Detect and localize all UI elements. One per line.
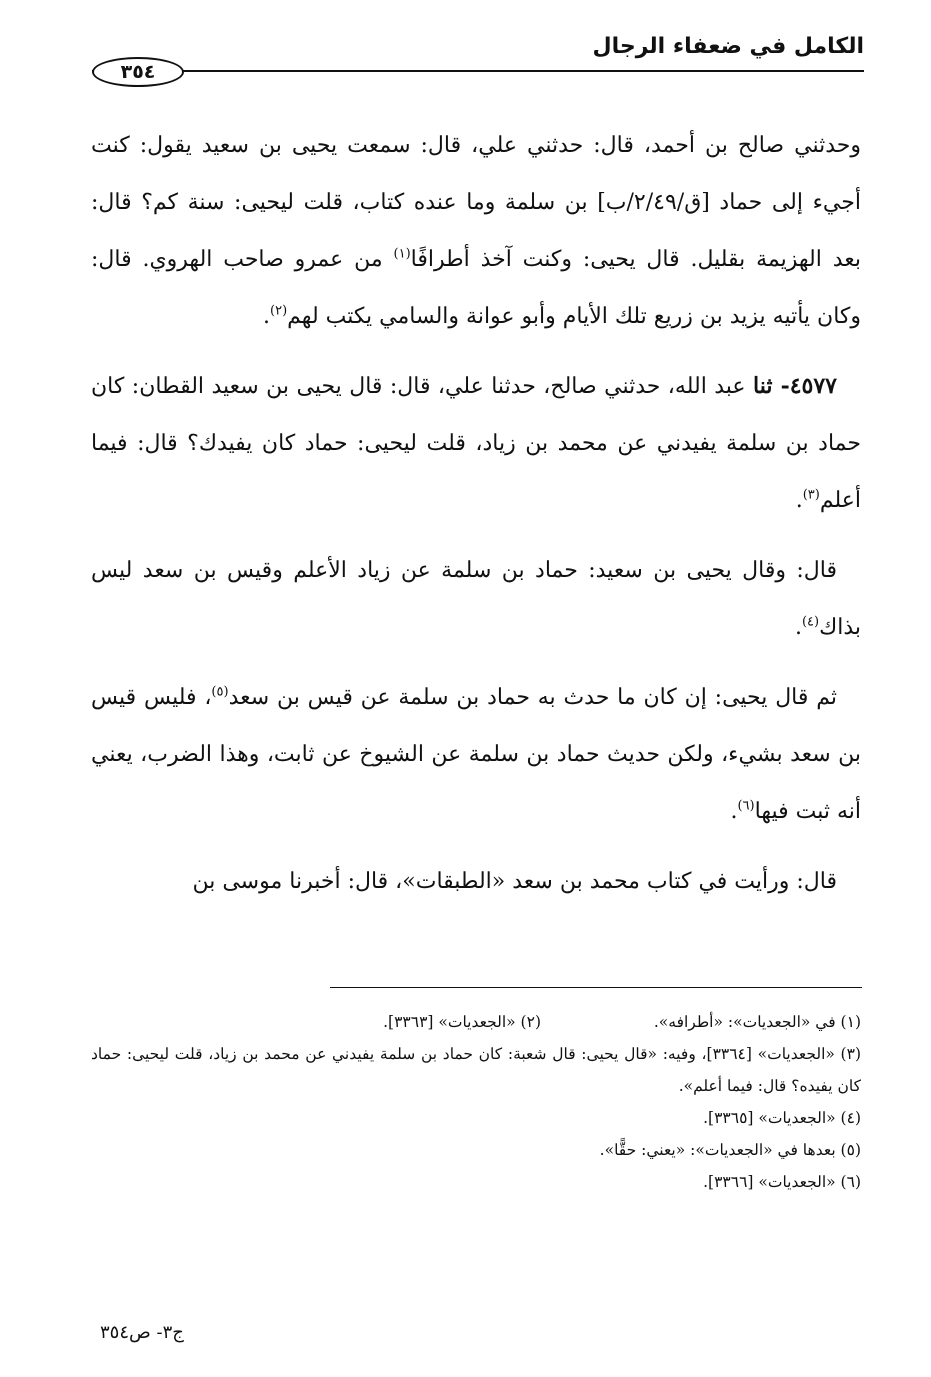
footnote-2: (٢) «الجعديات» [٣٣٦٣].: [383, 1013, 541, 1031]
footnote-ref: (٣): [802, 487, 820, 503]
footnote-divider: [330, 987, 862, 988]
main-text: [91, 117, 861, 923]
footnote-1: (١) في «الجعديات»: «أطرافه».: [653, 1013, 861, 1031]
paragraph-text: قال: وقال يحيى بن سعيد: حماد بن سلمة عن زياد الأعلم وقيس بن سعد ليس بذاك: [91, 558, 861, 640]
paragraph-text: .: [795, 488, 803, 513]
footnote-ref: (٤): [801, 614, 820, 630]
footnote-5: (٥) بعدها في «الجعديات»: «يعني: حقًّا».: [599, 1141, 861, 1159]
footnote-ref: (٥): [211, 684, 229, 700]
paragraph-text: عبد الله، حدثني صالح، حدثنا علي، قال: قال يحيى بن سعيد القطان: كان حماد بن سلمة يفيدني عن محمد بن زياد، قلت ليحيى: حماد كان يفيدك؟ قال: فيما أعلم: [91, 374, 861, 513]
paragraph-text: .: [263, 304, 271, 329]
footnote-4: (٤) «الجعديات» [٣٣٦٥].: [703, 1109, 861, 1127]
header-rule: [92, 70, 864, 72]
hadith-number: ٤٥٧٧- ثنا: [753, 373, 837, 399]
paragraph-text: .: [794, 615, 802, 640]
footnote-ref: (٦): [737, 798, 755, 814]
paragraph-text: .: [730, 799, 738, 824]
book-title: الكامل في ضعفاء الرجال: [592, 34, 864, 59]
paragraph-3: [91, 542, 861, 656]
paragraph-1: [91, 117, 861, 345]
footnote-6: (٦) «الجعديات» [٣٣٦٦].: [703, 1173, 861, 1191]
paragraph-text: ثم قال يحيى: إن كان ما حدث به حماد بن سلمة عن قيس بن سعد: [228, 685, 837, 710]
volume-page-ref: ج٣- ص٣٥٤: [100, 1322, 184, 1343]
paragraph-4: [91, 669, 861, 840]
page-header: [92, 30, 864, 83]
paragraph-text: وحدثني صالح بن أحمد، قال: حدثني علي، قال: سمعت يحيى بن سعيد يقول: كنت أجيء إلى حماد [ق/٢/٤٩/ب] بن سلمة وما عنده كتاب، قلت ليحيى: سنة كم؟ قال: بعد الهزيمة بقليل. قال يحيى: وكنت آخذ أطرافًا: [91, 133, 861, 272]
footnote-ref: (٢): [270, 303, 288, 319]
paragraph-text: ، فليس قيس بن سعد بشيء، ولكن حديث حماد بن سلمة عن الشيوخ عن ثابت، وهذا الضرب، يعني أنه ثبت فيها: [91, 685, 861, 824]
paragraph-text: قال: ورأيت في كتاب محمد بن سعد «الطبقات»، قال: أخبرنا موسى بن: [192, 869, 837, 894]
page-number-badge: ٣٥٤: [92, 57, 184, 87]
footnote-3: (٣) «الجعديات» [٣٣٦٤]، وفيه: «قال يحيى: قال شعبة: كان حماد بن سلمة يفيدني عن محمد بن زياد، قلت ليحيى: حماد كان يفيده؟ قال: فيما أعلم».: [91, 1045, 861, 1095]
footnote-row: [91, 1006, 861, 1038]
footnotes: [91, 1006, 861, 1198]
paragraph-5: [91, 853, 861, 910]
paragraph-text: من عمرو صاحب الهروي. قال: وكان يأتيه يزيد بن زريع تلك الأيام وأبو عوانة والسامي يكتب لهم: [91, 247, 861, 329]
footnote-ref: (١): [393, 246, 411, 262]
paragraph-2: [91, 358, 861, 529]
